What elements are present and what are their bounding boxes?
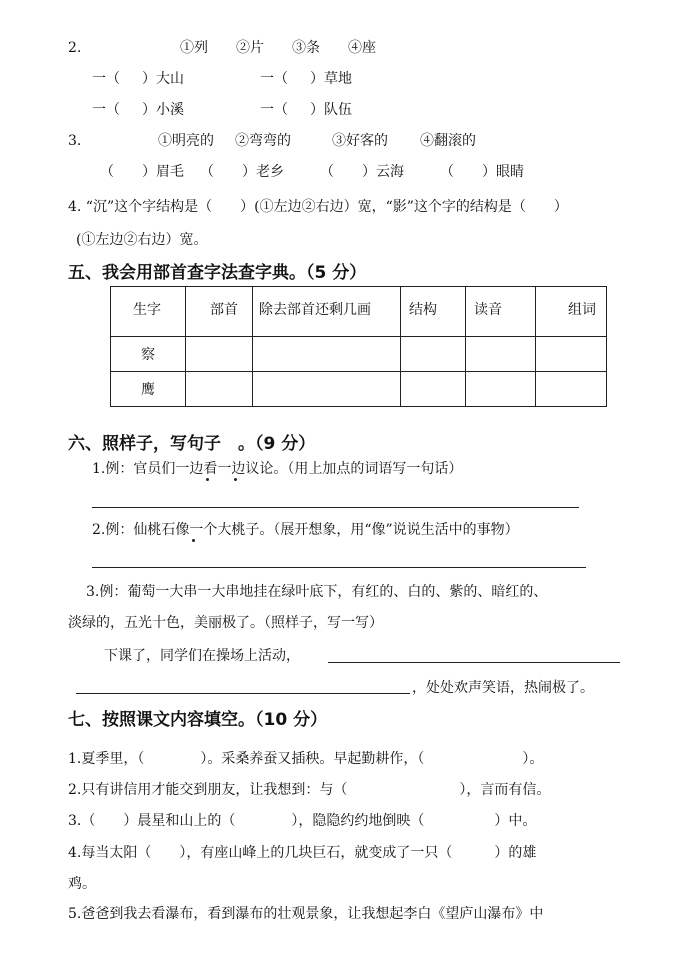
answer-line-1[interactable]: [92, 507, 579, 508]
q3-option-3: ③好客的: [332, 133, 388, 149]
table-header-row: [111, 287, 607, 337]
header-radical: 部首: [186, 287, 253, 337]
answer-cell[interactable]: [401, 372, 466, 407]
header-strokes: 除去部首还剩几画: [253, 287, 401, 337]
answer-cell[interactable]: [186, 337, 253, 372]
answer-cell[interactable]: [253, 337, 401, 372]
dictionary-table: [110, 286, 607, 407]
header-pronunciation: 读音: [466, 287, 536, 337]
char-cell: 鹰: [111, 372, 186, 407]
q3-item-2[interactable]: （ ）老乡: [200, 164, 284, 180]
q3-option-4: ④翻滚的: [420, 133, 476, 149]
answer-cell[interactable]: [466, 337, 536, 372]
q4-line-1: 4. “沉”这个字结构是（ ）(①左边②右边）宽，“影”这个字的结构是（ ）: [68, 199, 568, 215]
example-3-prompt: 下课了，同学们在操场上活动，: [104, 648, 300, 664]
answer-cell[interactable]: [536, 372, 607, 407]
fill-line-3[interactable]: 3.（ ）晨星和山上的（ ），隐隐约约地倒映（ ）中。: [68, 813, 537, 829]
section-5-title: 五、我会用部首查字法查字典。（5 分）: [68, 263, 367, 283]
example-2: 2.例：仙桃石像一个大桃子。（展开想象，用“像”说说生活中的事物）: [92, 522, 519, 538]
q4-line-2: (①左边②右边）宽。: [76, 232, 208, 248]
answer-cell[interactable]: [401, 337, 466, 372]
section-7-title: 七、按照课文内容填空。（10 分）: [68, 710, 328, 730]
table-row: [111, 372, 607, 407]
fill-line-5: 5.爸爸到我去看瀑布，看到瀑布的壮观景象，让我想起李白《望庐山瀑布》中: [68, 906, 544, 922]
answer-cell[interactable]: [186, 372, 253, 407]
answer-cell[interactable]: [536, 337, 607, 372]
emphasis-dot: [234, 478, 237, 481]
q2-item-2: 一（ ）草地: [260, 71, 352, 87]
header-char: 生字: [111, 287, 186, 337]
q3-number: 3.: [68, 133, 82, 149]
table-row: [111, 337, 607, 372]
q2-option-4: ④座: [348, 40, 376, 56]
q2-number: 2.: [68, 40, 82, 56]
answer-cell[interactable]: [253, 372, 401, 407]
answer-line-2[interactable]: [92, 567, 586, 568]
answer-line-3[interactable]: [328, 662, 620, 663]
fill-line-1[interactable]: 1.夏季里，（ ）。采桑养蚕又插秧。早起勤耕作，（ ）。: [68, 751, 544, 767]
answer-cell[interactable]: [466, 372, 536, 407]
example-3-end: ，处处欢声笑语，热闹极了。: [412, 680, 594, 696]
q3-item-1[interactable]: （ ）眉毛: [100, 164, 184, 180]
header-words: 组词: [536, 287, 607, 337]
header-structure: 结构: [401, 287, 466, 337]
q3-item-3[interactable]: （ ）云海: [320, 164, 404, 180]
q3-item-4[interactable]: （ ）眼睛: [440, 164, 524, 180]
q2-item-3: 一（ ）小溪: [92, 102, 184, 118]
q3-option-2: ②弯弯的: [235, 133, 291, 149]
fill-line-4-cont: 鸡。: [68, 876, 96, 892]
q2-item-1: 一（ ）大山: [92, 71, 184, 87]
example-3-line-2: 淡绿的，五光十色，美丽极了。（照样子，写一写）: [68, 615, 383, 631]
char-cell: 察: [111, 337, 186, 372]
q2-option-2: ②片: [236, 40, 264, 56]
q2-item-4: 一（ ）队伍: [260, 102, 352, 118]
section-6-title: 六、照样子，写句子 。（9 分）: [68, 434, 316, 454]
fill-line-2[interactable]: 2.只有讲信用才能交到朋友，让我想到：与（ ），言而有信。: [68, 782, 551, 798]
q2-option-1: ①列: [180, 40, 208, 56]
example-3-line-1: 3.例：葡萄一大串一大串地挂在绿叶底下，有红的、白的、紫的、暗红的、: [86, 584, 548, 600]
q2-option-3: ③条: [292, 40, 320, 56]
answer-line-4[interactable]: [76, 693, 410, 694]
fill-line-4[interactable]: 4.每当太阳（ ），有座山峰上的几块巨石，就变成了一只（ ）的雄: [68, 845, 537, 861]
q3-option-1: ①明亮的: [158, 133, 214, 149]
emphasis-dot: [206, 478, 209, 481]
example-1: 1.例：官员们一边看一边议论。（用上加点的词语写一句话）: [92, 461, 463, 477]
emphasis-dot: [192, 539, 195, 542]
